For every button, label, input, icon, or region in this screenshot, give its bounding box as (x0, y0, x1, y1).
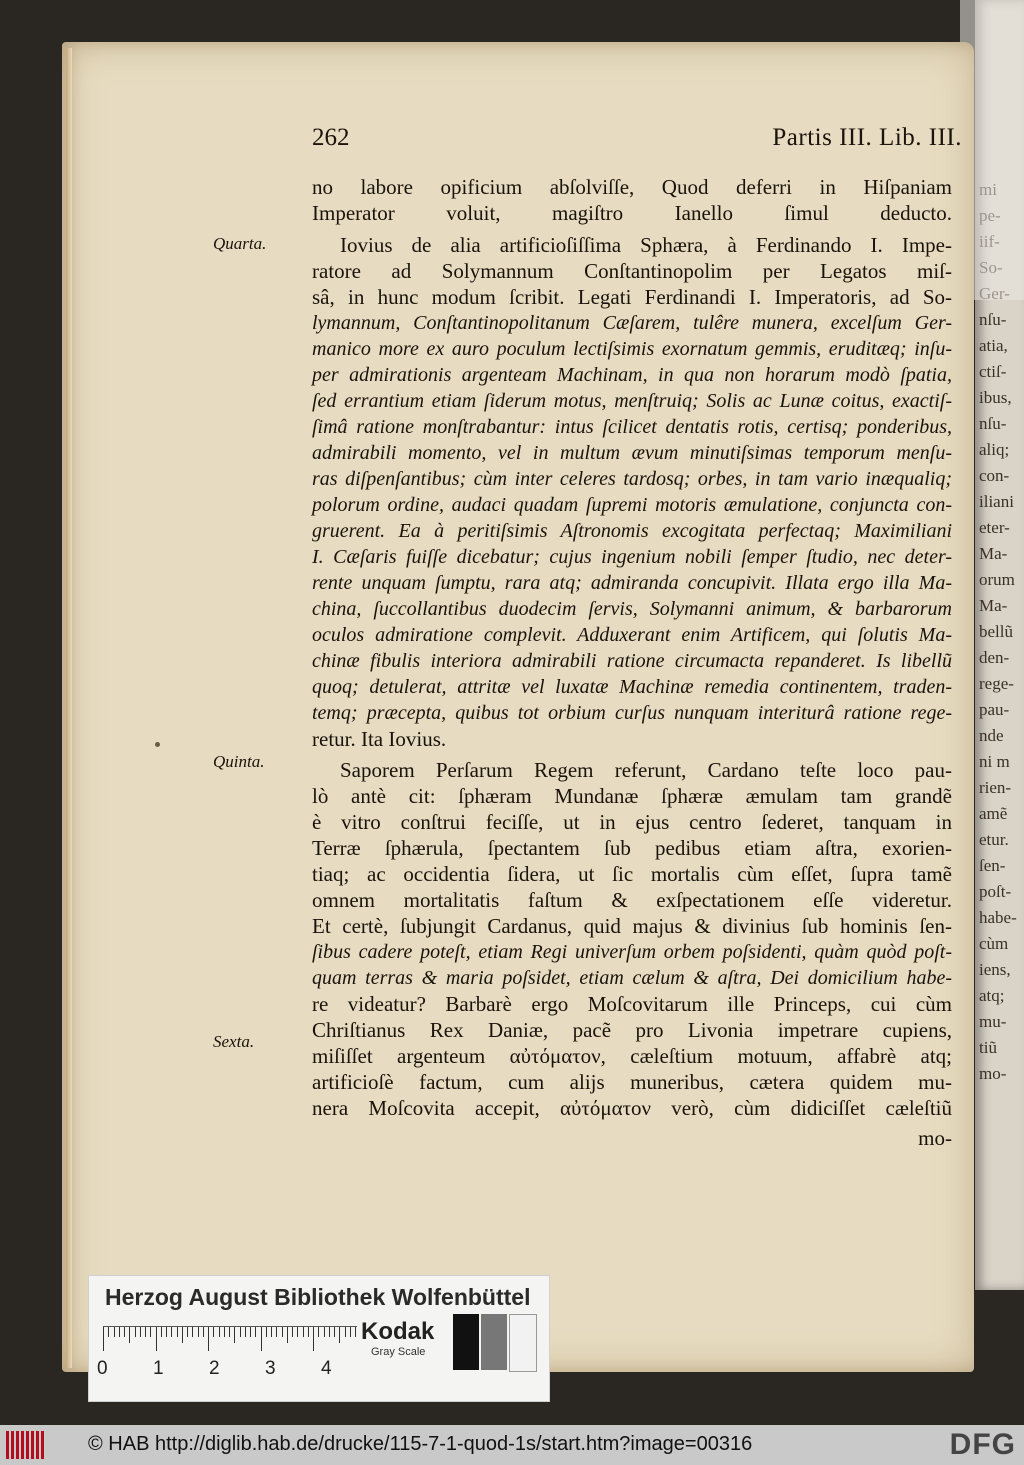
facing-text-fragment: poſt- (979, 882, 1012, 901)
text-line: tiaq; ac occidentia ſidera, ut ſic mortalis cùm eſſet, ſupra tamẽ (312, 862, 952, 886)
text-line: Saporem Perſarum Regem referunt, Cardano teſte loco pau- (340, 758, 952, 782)
ruler-tick (124, 1327, 125, 1337)
text-line: omnem mortalitatis faſtum & exſpectationem eſſe videretur. (312, 888, 952, 912)
text-line: manico more ex auro poculum lectiſsimis exornatum gemmis, eruditæq; inſu- (312, 338, 952, 360)
facing-text-fragment: habe- (979, 908, 1017, 927)
ruler-tick (250, 1327, 251, 1337)
ruler-tick (282, 1327, 283, 1337)
ruler-tick (108, 1327, 109, 1337)
text-line: gruerent. Ea à peritiſsimis Aſtronomis excogitata perfectaq; Maximiliani (312, 520, 952, 542)
text-line: ras diſpenſantibus; cùm inter celeres tardosq; orbes, in tam vario inæqualiq; (312, 468, 952, 490)
ruler-number: 4 (321, 1358, 332, 1379)
text-line: ſed errantium etiam ſiderum motus, menſtruiq; Solis ac Lunæ coitus, exactiſ- (312, 390, 952, 412)
text-line: sâ, in hunc modum ſcribit. Legati Ferdinandi I. Imperatoris, ad So- (312, 285, 952, 309)
ruler-tick (135, 1327, 136, 1337)
text-line: artificioſè factum, cum alijs muneribus, cætera quidem mu- (312, 1070, 952, 1094)
facing-text-fragment: iens, (979, 960, 1011, 979)
ruler-tick (234, 1327, 235, 1343)
facing-text-fragment: orum (979, 570, 1015, 589)
ruler-number: 1 (153, 1358, 164, 1379)
logo-bar (21, 1431, 24, 1459)
text-line: rente unquam ſumptu, rara atq; admiranda concupivit. Illata ergo illa Ma- (312, 572, 952, 594)
ruler-tick (192, 1327, 193, 1337)
facing-text-fragment: atia, (979, 336, 1008, 355)
ink-spot (155, 742, 160, 747)
ruler-tick (313, 1327, 314, 1351)
text-line: Imperator voluit, magiſtro Ianello ſimul deducto. (312, 201, 952, 225)
ruler-tick (103, 1327, 104, 1351)
facing-text-fragment: tiũ (979, 1038, 997, 1057)
running-header (312, 124, 962, 160)
ruler-tick (271, 1327, 272, 1337)
ruler-tick (161, 1327, 162, 1337)
facing-text-fragment: pau- (979, 700, 1010, 719)
text-line: Chriſtianus Rex Daniæ, pacẽ pro Livonia impetrare cupiens, (312, 1018, 952, 1042)
text-line: è vitro conſtrui feciſſe, ut in ejus centro ſederet, tanquam in (312, 810, 952, 834)
ruler-tick (324, 1327, 325, 1337)
facing-text-fragment: ctiſ- (979, 362, 1007, 381)
ruler-tick (318, 1327, 319, 1337)
facing-text-fragment: nſu- (979, 310, 1007, 329)
text-line: miſiſſet argenteum αὐτόματον, cæleſtium motuum, affabrè atq; (312, 1044, 952, 1068)
ruler-tick (287, 1327, 288, 1343)
text-line: Terræ ſphærula, ſpectantem ſub pedibus etiam aſtra, exorien- (312, 836, 952, 860)
text-line: lymannum, Conſtantinopolitanum Cæſarem, tulêre munera, excelſum Ger- (312, 312, 952, 334)
library-name: Herzog August Bibliothek Wolfenbüttel (105, 1284, 531, 1310)
text-line: I. Cæſaris fuiſſe dicebatur; cujus ingenium nobili ſemper ſtudio, nec deter- (312, 546, 952, 568)
page-number: 262 (312, 124, 350, 151)
ruler-tick (339, 1327, 340, 1343)
ruler-tick (345, 1327, 346, 1337)
facing-text-fragment: iliani (979, 492, 1014, 511)
ruler-tick (182, 1327, 183, 1343)
ruler-tick (308, 1327, 309, 1337)
logo-bar (36, 1431, 39, 1459)
facing-text-fragment: ni m (979, 752, 1010, 771)
facing-text-fragment: atq; (979, 986, 1005, 1005)
ruler-tick (129, 1327, 130, 1343)
footer-bar (0, 1425, 1024, 1465)
ruler-tick (208, 1327, 209, 1351)
ruler-tick (150, 1327, 151, 1337)
facing-text-fragment: den- (979, 648, 1010, 667)
logo-bar (26, 1431, 29, 1459)
ruler-tick (203, 1327, 204, 1337)
text-line: china, ſuccollantibus duodecim ſervis, Solymanni animum, & barbarorum (312, 598, 952, 620)
ruler-number: 2 (209, 1358, 220, 1379)
ruler-tick (350, 1327, 351, 1337)
text-line: lò antè cit: ſphæram Mundanæ ſphæræ æmulam tam grandẽ (312, 784, 952, 808)
text-line: quoq; detulerat, attritæ vel luxatæ Machinæ remedia continentem, traden- (312, 676, 952, 698)
ruler-tick (198, 1327, 199, 1337)
logo-bar (31, 1431, 34, 1459)
text-line: retur. Ita Iovius. (312, 727, 447, 751)
gray-scale-label: Gray Scale (371, 1346, 426, 1358)
facing-text-fragment: etur. (979, 830, 1009, 849)
text-line: ſibus cadere poteſt, etiam Regi univerſum orbem poſsidenti, quàm quòd poſt- (312, 941, 952, 963)
ruler-tick (166, 1327, 167, 1337)
text-line: re videatur? Barbarè ergo Moſcovitarum ille Princeps, cui cùm (312, 992, 952, 1016)
ruler-tick (245, 1327, 246, 1337)
ruler-tick (292, 1327, 293, 1337)
facing-text-fragment: amẽ (979, 804, 1008, 823)
ruler-tick (145, 1327, 146, 1337)
facing-text-fragment: nde (979, 726, 1004, 745)
running-title: Partis III. Lib. III. (772, 124, 962, 151)
color-target-card (88, 1275, 550, 1402)
ruler-tick (334, 1327, 335, 1337)
ruler-number: 0 (97, 1358, 108, 1379)
text-line: no labore opificium abſolviſſe, Quod deferri in Hiſpaniam (312, 175, 952, 199)
text-line: admirabili momento, vel in multum ævum minutiſsimas temporum menſu- (312, 442, 952, 464)
facing-text-fragment: mo- (979, 1064, 1007, 1083)
ruler-tick (355, 1327, 356, 1337)
ruler-tick (266, 1327, 267, 1337)
logo-bar (41, 1431, 44, 1459)
facing-text-fragment: rien- (979, 778, 1012, 797)
text-line: nera Moſcovita accepit, αὐτόματον verò, cùm didiciſſet cæleſtiũ (312, 1096, 952, 1120)
ruler-tick (303, 1327, 304, 1337)
facing-text-fragment: Ma- (979, 596, 1008, 615)
facing-text-fragment: rege- (979, 674, 1014, 693)
text-line: polorum ordine, audaci quadam ſupremi motoris æmulatione, conjuncta con- (312, 494, 952, 516)
ruler-tick (156, 1327, 157, 1351)
dfg-logo: DFG (949, 1428, 1016, 1461)
kodak-logo: Kodak (361, 1318, 435, 1345)
ruler-tick (329, 1327, 330, 1337)
gray-patch-black (453, 1314, 479, 1370)
margin-note-quarta: Quarta. (213, 234, 267, 253)
facing-text-fragment: ſen- (979, 856, 1006, 875)
text-line: Et certè, ſubjungit Cardanus, quid majus & divinius ſub hominis ſen- (312, 914, 952, 938)
ruler-tick (219, 1327, 220, 1337)
ruler-tick (177, 1327, 178, 1337)
catchword: mo- (918, 1126, 952, 1150)
ruler-tick (229, 1327, 230, 1337)
ruler-tick (171, 1327, 172, 1337)
ruler-tick (297, 1327, 298, 1337)
ruler-number: 3 (265, 1358, 276, 1379)
logo-bar (11, 1431, 14, 1459)
ruler (103, 1326, 357, 1353)
ruler-tick (255, 1327, 256, 1337)
ruler-tick (140, 1327, 141, 1337)
ruler-tick (114, 1327, 115, 1337)
ruler-tick (213, 1327, 214, 1337)
text-line: per admirationis argenteam Machinam, in qua non horarum modò ſpatia, (312, 364, 952, 386)
gray-patch-white (509, 1314, 537, 1372)
facing-text-fragment: cùm (979, 934, 1009, 953)
facing-text-fragment: nſu- (979, 414, 1007, 433)
text-line: quam terras & maria poſsidet, etiam cælum & aſtra, Dei domicilium habe- (312, 967, 952, 989)
ruler-tick (224, 1327, 225, 1337)
ruler-tick (261, 1327, 262, 1351)
gray-patch-mid (481, 1314, 507, 1370)
facing-text-fragment: Ma- (979, 544, 1008, 563)
text-line: oculos admiratione complevit. Adduxerant enim Artificem, qui ſolutis Ma- (312, 624, 952, 646)
facing-text-fragment: mu- (979, 1012, 1007, 1031)
hab-logo-icon (6, 1431, 46, 1459)
ruler-tick (276, 1327, 277, 1337)
facing-text-fragment: ibus, (979, 388, 1012, 407)
facing-text-fragment: con- (979, 466, 1010, 485)
ruler-tick (119, 1327, 120, 1337)
facing-text-fragment: bellũ (979, 622, 1013, 641)
margin-note-sexta: Sexta. (213, 1032, 255, 1051)
footer-copyright: © HAB http://diglib.hab.de/drucke/115-7-1-quod-1s/start.htm?image=00316 (88, 1433, 753, 1455)
ruler-tick (240, 1327, 241, 1337)
ruler-tick (187, 1327, 188, 1337)
text-line: ſimâ ratione monſtrabantur: intus ſcilicet dentatis rotis, certisq; ponderibus, (312, 416, 952, 438)
margin-note-quinta: Quinta. (213, 752, 265, 771)
text-line: Iovius de alia artificioſiſſima Sphæra, à Ferdinando I. Impe- (340, 233, 952, 257)
text-line: temq; præcepta, quibus tot orbium curſus nunquam interiturâ ratione rege- (312, 702, 952, 724)
text-line: ratore ad Solymannum Conſtantinopolim per Legatos miſ- (312, 259, 952, 283)
text-line: chinæ fibulis interiora admirabili ratione circumacta repanderet. Is libellũ (312, 650, 952, 672)
facing-text-fragment: aliq; (979, 440, 1010, 459)
page-gutter-edge (66, 48, 72, 1368)
facing-text-fragment: eter- (979, 518, 1010, 537)
logo-bar (6, 1431, 9, 1459)
logo-bar (16, 1431, 19, 1459)
